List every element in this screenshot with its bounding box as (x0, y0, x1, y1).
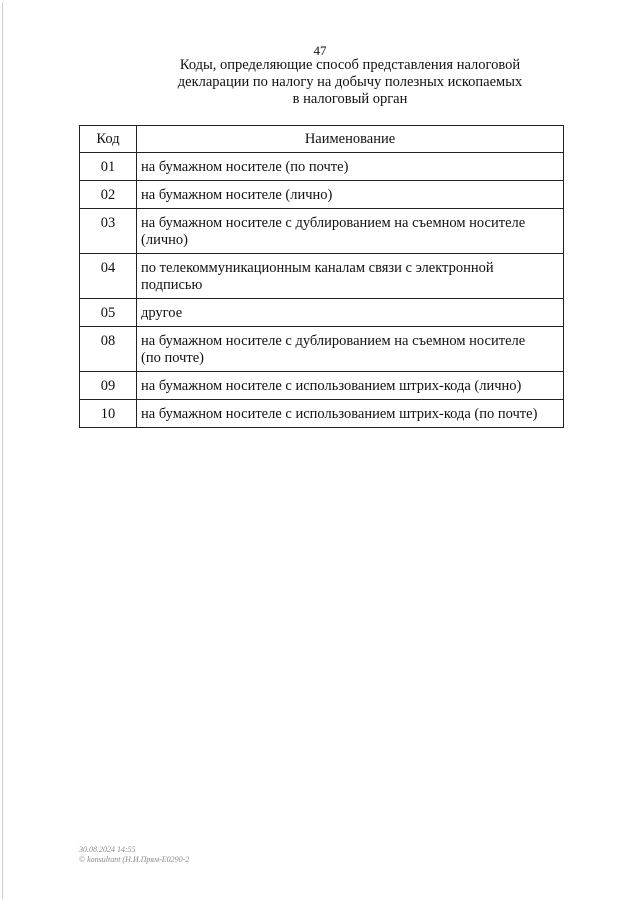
name-cell: на бумажном носителе (лично) (137, 181, 564, 209)
code-cell: 01 (80, 153, 137, 181)
title-line: в налоговый орган (292, 91, 408, 107)
table-row (80, 181, 564, 209)
footer-stamp (79, 845, 189, 865)
name-cell: на бумажном носителе с использованием штрих-кода (по почте) (137, 400, 564, 428)
page-number: 47 (313, 43, 327, 58)
code-cell: 10 (80, 400, 137, 428)
document-title (100, 57, 600, 108)
name-line: подписью (141, 277, 203, 293)
code-cell: 08 (80, 327, 137, 372)
table-row (80, 400, 564, 428)
name-cell (137, 209, 564, 254)
footer-timestamp: 30.08.2024 14:55 (79, 845, 136, 854)
code-cell: 09 (80, 372, 137, 400)
code-cell: 04 (80, 254, 137, 299)
table-row (80, 209, 564, 254)
table-row (80, 372, 564, 400)
name-cell (137, 327, 564, 372)
header-name: Наименование (137, 126, 564, 153)
title-line: декларации по налогу на добычу полезных ископаемых (177, 74, 523, 90)
footer-source: © konsultant (Н.И.Прям-E0290-2 (79, 855, 190, 864)
table-row (80, 254, 564, 299)
title-line: Коды, определяющие способ представления налоговой (179, 57, 521, 73)
name-cell: другое (137, 299, 564, 327)
name-line: (лично) (141, 232, 188, 248)
name-line: на бумажном носителе с дублированием на съемном носителе (141, 215, 526, 231)
table-row (80, 327, 564, 372)
name-line: на бумажном носителе с дублированием на съемном носителе (141, 333, 526, 349)
name-cell (137, 254, 564, 299)
name-cell: на бумажном носителе с использованием штрих-кода (лично) (137, 372, 564, 400)
code-cell: 03 (80, 209, 137, 254)
table-header-row (80, 126, 564, 153)
name-cell: на бумажном носителе (по почте) (137, 153, 564, 181)
header-code: Код (80, 126, 137, 153)
table-row (80, 299, 564, 327)
code-cell: 02 (80, 181, 137, 209)
table-row (80, 153, 564, 181)
name-line: (по почте) (141, 350, 204, 366)
code-cell: 05 (80, 299, 137, 327)
name-line: по телекоммуникационным каналам связи с электронной (141, 260, 494, 276)
codes-table (79, 125, 564, 428)
